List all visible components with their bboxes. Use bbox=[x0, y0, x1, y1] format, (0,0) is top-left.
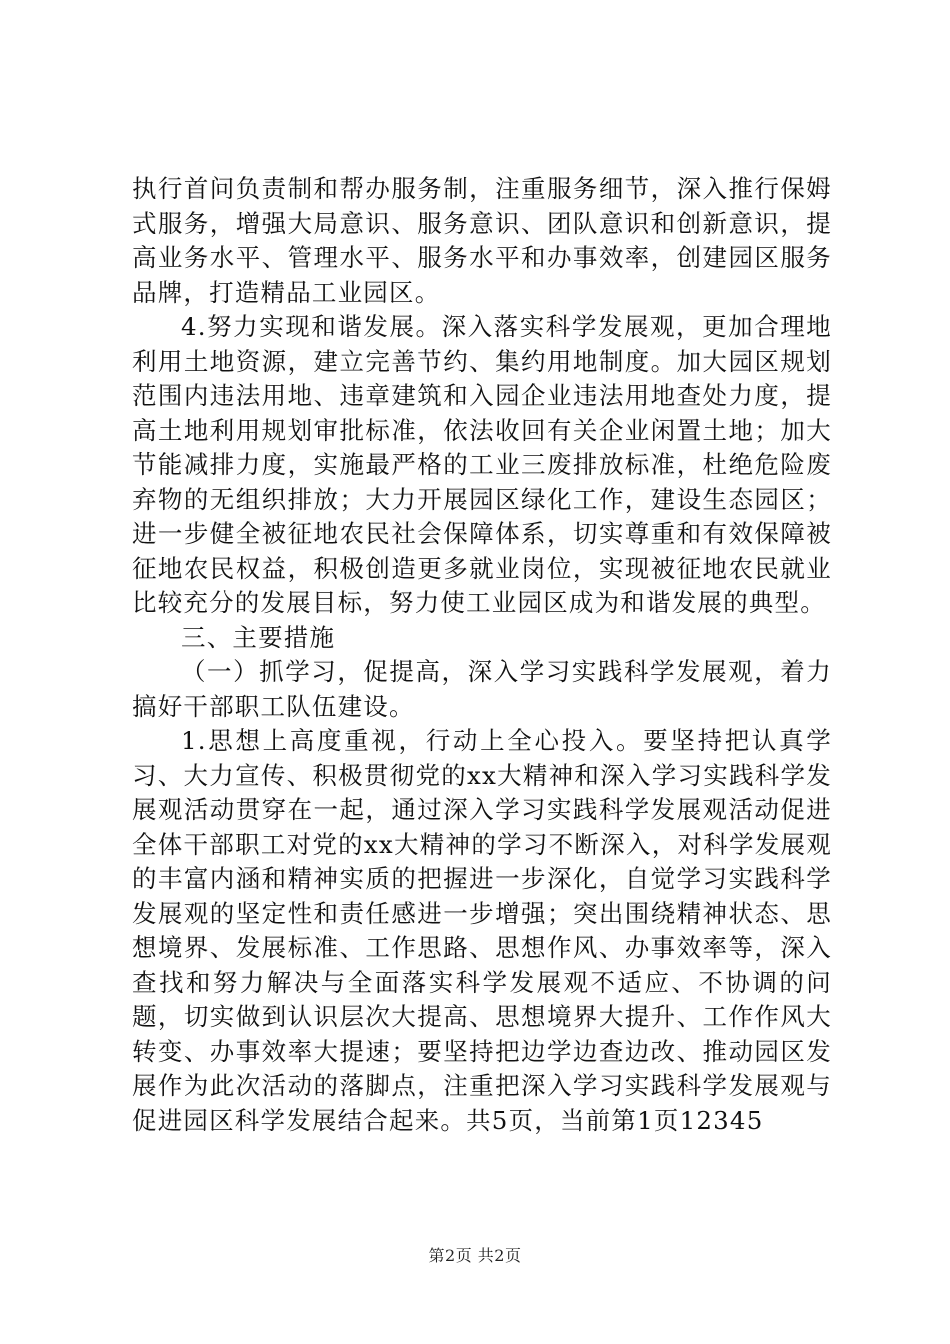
paragraph-service-brand: 执行首问负责制和帮办服务制，注重服务细节，深入推行保姆式服务，增强大局意识、服务意识、团队意识和创新意识，提高业务水平、管理水平、服务水平和办事效率，创建园区服务品牌，打造精品工业园区。 bbox=[132, 174, 832, 307]
page-footer: 第2页 共2页 bbox=[428, 1246, 522, 1265]
paragraph-ideological-emphasis: 1.思想上高度重视，行动上全心投入。要坚持把认真学习、大力宣传、积极贯彻党的xx大精神和深入学习实践科学发展观活动贯穿在一起，通过深入学习实践科学发展观活动促进全体干部职工对党的xx大精神的学习不断深入，对科学发展观的丰富内涵和精神实质的把握进一步深化，自觉学习实践科学发展观的坚定性和责任感进一步增强；突出围绕精神状态、思想境界、发展标准、工作思路、思想作风、办事效率等，深入查找和努力解决与全面落实科学发展观不适应、不协调的问题，切实做到认识层次大提高、思想境界大提升、工作作风大转变、办事效率大提速；要坚持把边学边查边改、推动园区发展作为此次活动的落脚点，注重把深入学习实践科学发展观与促进园区科学发展结合起来。共5页，当前第1页12345 bbox=[132, 726, 832, 1135]
subsection-heading-study: （一）抓学习，促提高，深入学习实践科学发展观，着力搞好干部职工队伍建设。 bbox=[132, 657, 832, 721]
paragraph-harmonious-development: 4.努力实现和谐发展。深入落实科学发展观，更加合理地利用土地资源，建立完善节约、集约用地制度。加大园区规划范围内违法用地、违章建筑和入园企业违法用地查处力度，提高土地利用规划审批标准，依法收回有关企业闲置土地；加大节能减排力度，实施最严格的工业三废排放标准，杜绝危险废弃物的无组织排放；大力开展园区绿化工作，建设生态园区；进一步健全被征地农民社会保障体系，切实尊重和有效保障被征地农民权益，积极创造更多就业岗位，实现被征地农民就业比较充分的发展目标，努力使工业园区成为和谐发展的典型。 bbox=[132, 312, 832, 617]
section-heading-main-measures: 三、主要措施 bbox=[181, 622, 336, 652]
document-body bbox=[132, 172, 832, 1138]
